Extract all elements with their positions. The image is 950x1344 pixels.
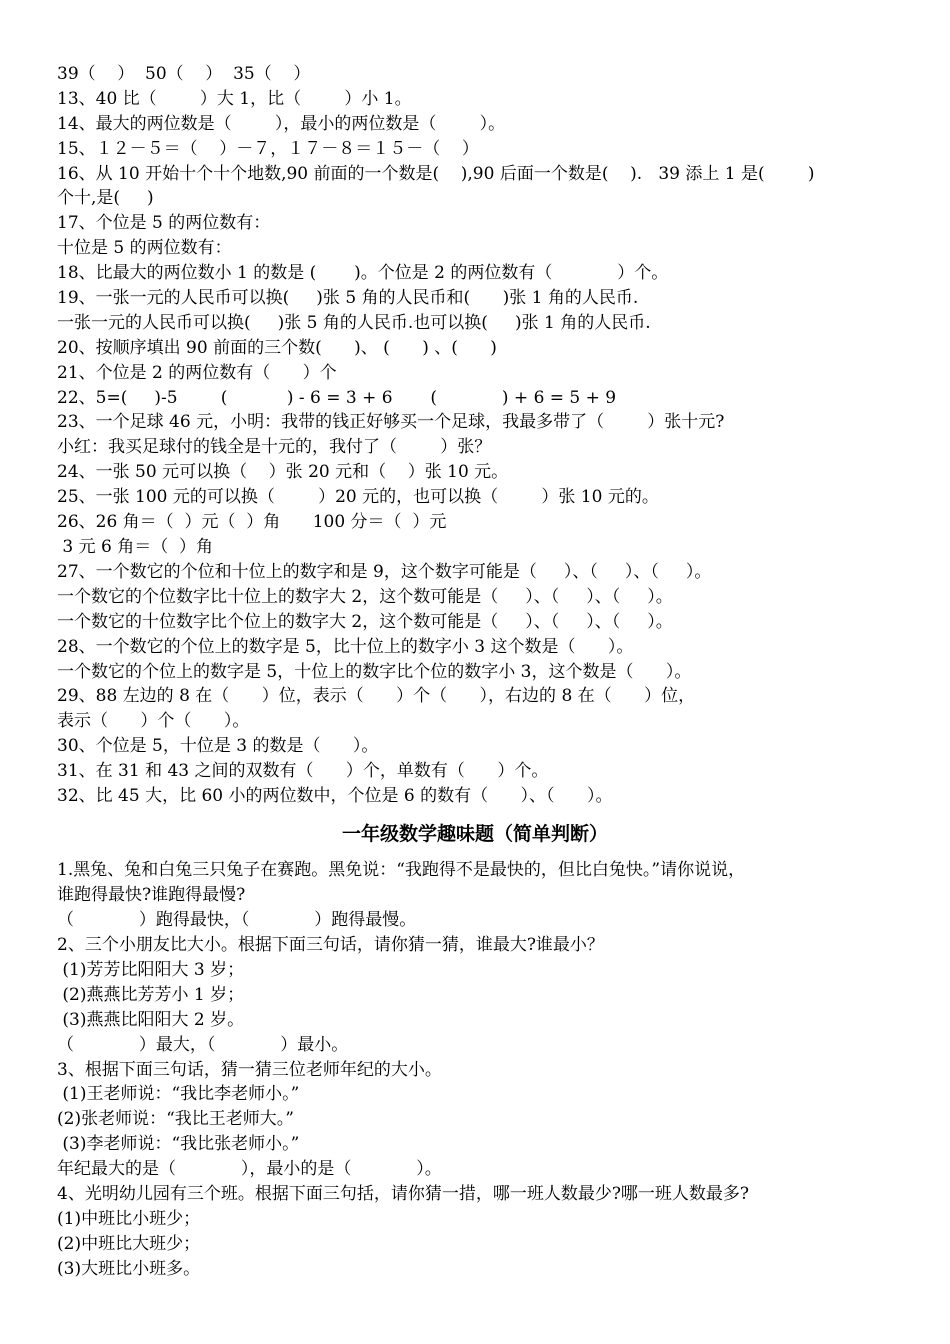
question-line: 十位是 5 的两位数有：: [57, 238, 232, 258]
question-line: 15、１２－５＝（ ）－７，１７－８＝１５－（ ）: [57, 139, 479, 159]
puzzle-line: 3、根据下面三句话，猜一猜三位老师年纪的大小。: [57, 1060, 442, 1080]
puzzle-line: 1.黑兔、兔和白兔三只兔子在赛跑。黑免说：“我跑得不是最快的，但比白兔快。”请你说说，: [57, 860, 746, 880]
question-line: 14、最大的两位数是（ ），最小的两位数是（ ）。: [57, 114, 506, 134]
question-line: 3 元 6 角＝（ ）角: [57, 537, 214, 557]
puzzle-line: (1)王老师说：“我比李老师小。”: [57, 1084, 300, 1104]
question-line: 13、40 比（ ）大 1，比（ ）小 1。: [57, 89, 412, 109]
puzzle-line: 4、光明幼儿园有三个班。根据下面三句括，请你猜一措，哪一班人数最少?哪一班人数最多?: [57, 1184, 750, 1204]
puzzle-line: 谁跑得最快?谁跑得最慢?: [57, 885, 246, 905]
question-line: 32、比 45 大，比 60 小的两位数中，个位是 6 的数有（ ）、（ ）。: [57, 786, 613, 806]
question-line: 一个数它的个位数字比十位上的数字大 2，这个数可能是（ ）、（ ）、（ ）。: [57, 587, 673, 607]
question-line: 30、个位是 5，十位是 3 的数是（ ）。: [57, 736, 379, 756]
question-line: 20、按顺序填出 90 前面的三个数( )、 ( ) 、( ): [57, 338, 497, 358]
question-line: 一张一元的人民币可以换( )张 5 角的人民币.也可以换( )张 1 角的人民币.: [57, 313, 651, 333]
puzzle-line: (3)燕燕比阳阳大 2 岁。: [57, 1010, 245, 1030]
question-line: 一个数它的十位数字比个位上的数字大 2，这个数可能是（ ）、（ ）、（ ）。: [57, 612, 673, 632]
puzzle-line: (1)芳芳比阳阳大 3 岁；: [57, 960, 245, 980]
question-line: 表示（ ）个（ ）。: [57, 711, 250, 731]
puzzle-line: 年纪最大的是（ ），最小的是（ ）。: [57, 1159, 442, 1179]
question-line: 23、一个足球 46 元，小明：我带的钱正好够买一个足球，我最多带了（ ）张十元?: [57, 412, 725, 432]
puzzle-line: (2)张老师说：“我比王老师大。”: [57, 1109, 294, 1129]
section-title: 一年级数学趣味题（简单判断）: [341, 823, 608, 845]
question-line: 16、从 10 开始十个十个地数,90 前面的一个数是( ),90 后面一个数是( ). 39 添上 1 是( ): [57, 164, 815, 184]
puzzle-line: （ ）跑得最快，（ ）跑得最慢。: [57, 910, 417, 930]
question-line: 27、一个数它的个位和十位上的数字和是 9，这个数字可能是（ ）、（ ）、（ ）。: [57, 562, 712, 582]
question-line: 25、一张 100 元的可以换（ ）20 元的，也可以换（ ）张 10 元的。: [57, 487, 659, 507]
question-line: 26、26 角＝（ ）元（ ）角 100 分＝（ ）元: [57, 512, 447, 532]
question-line: 24、一张 50 元可以换（ ）张 20 元和（ ）张 10 元。: [57, 462, 509, 482]
question-line: 19、一张一元的人民币可以换( )张 5 角的人民币和( )张 1 角的人民币.: [57, 288, 639, 308]
question-line: 29、88 左边的 8 在（ ）位，表示（ ）个（ ），右边的 8 在（ ）位，: [57, 686, 696, 706]
question-line: 39（ ） 50（ ） 35（ ）: [57, 64, 311, 84]
puzzle-line: （ ）最大，（ ）最小。: [57, 1035, 349, 1055]
question-line: 一个数它的个位上的数字是 5，十位上的数字比个位的数字小 3，这个数是（ ）。: [57, 662, 692, 682]
question-line: 31、在 31 和 43 之间的双数有（ ）个，单数有（ ）个。: [57, 761, 549, 781]
puzzle-line: (3)大班比小班多。: [57, 1259, 201, 1279]
puzzle-line: (2)燕燕比芳芳小 1 岁；: [57, 985, 245, 1005]
question-line: 28、一个数它的个位上的数字是 5，比十位上的数字小 3 这个数是（ ）。: [57, 637, 634, 657]
question-line: 17、个位是 5 的两位数有：: [57, 213, 271, 233]
question-line: 小红：我买足球付的钱全是十元的，我付了（ ）张？: [57, 437, 492, 457]
question-line: 个十,是( ): [57, 188, 154, 208]
puzzle-line: (2)中班比大班少；: [57, 1234, 201, 1254]
question-line: 21、个位是 2 的两位数有（ ）个: [57, 363, 337, 383]
question-line: 22、5=( )-5 ( ) - 6 = 3 + 6 ( ) + 6 = 5 + 9: [57, 388, 617, 408]
puzzle-line: (3)李老师说：“我比张老师小。”: [57, 1134, 300, 1154]
puzzle-line: (1)中班比小班少；: [57, 1209, 201, 1229]
question-line: 18、比最大的两位数小 1 的数是 ( )。个位是 2 的两位数有（ ）个。: [57, 263, 669, 283]
puzzle-line: 2、三个小朋友比大小。根据下面三句话，请你猜一猜，谁最大?谁最小？: [57, 935, 604, 955]
